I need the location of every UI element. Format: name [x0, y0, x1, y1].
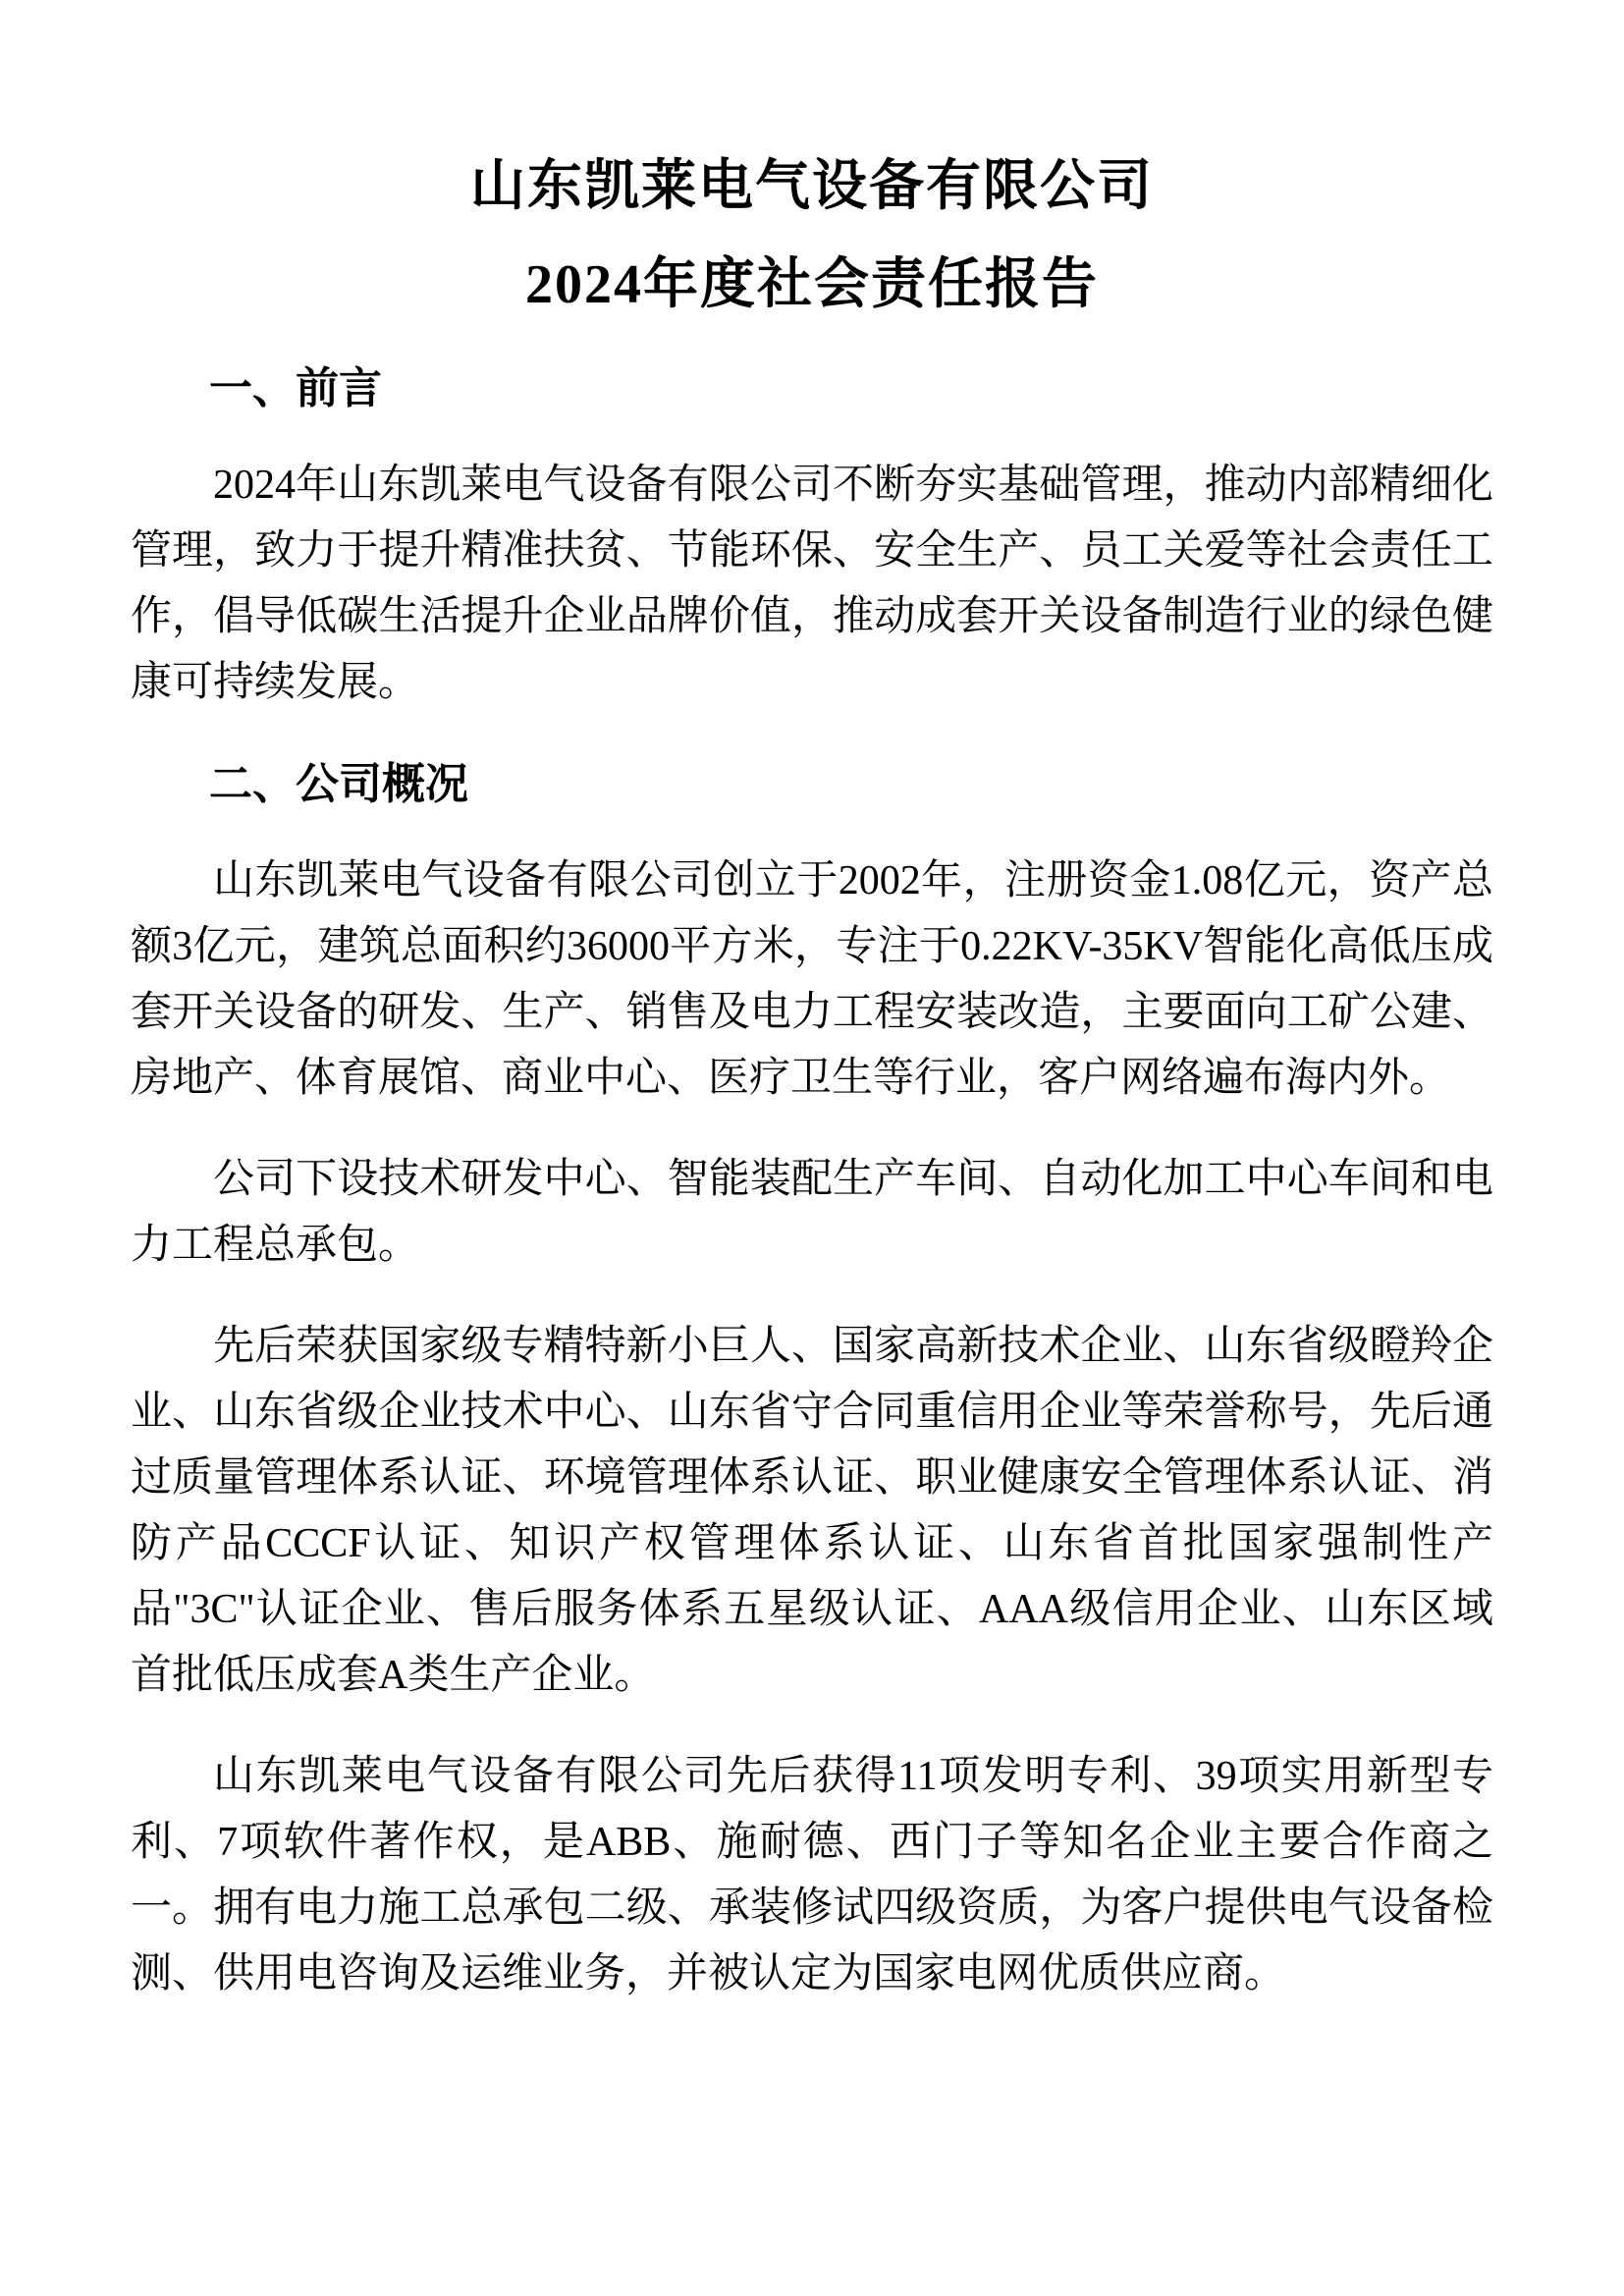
document-title-company: 山东凯莱电气设备有限公司 [470, 156, 1154, 217]
document-title-report: 2024年度社会责任报告 [525, 254, 1099, 315]
paragraph-company-patents: 山东凯莱电气设备有限公司先后获得11项发明专利、39项实用新型专利、7项软件著作权，是ABB、施耐德、西门子等知名企业主要合作商之一。拥有电力施工总承包二级、承装修试四级资质，为客户提供电气设备检测、供用电咨询及运维业务，并被认定为国家电网优质供应商。 [131, 1754, 1493, 1996]
paragraph-company-departments: 公司下设技术研发中心、智能装配生产车间、自动化加工中心车间和电力工程总承包。 [131, 1157, 1493, 1268]
paragraph-company-founding: 山东凯莱电气设备有限公司创立于2002年，注册资金1.08亿元，资产总额3亿元，建筑总面积约36000平方米，专注于0.22KV-35KV智能化高低压成套开关设备的研发、生产、销售及电力工程安装改造，主要面向工矿公建、房地产、体育展馆、商业中心、医疗卫生等行业，客户网络遍布海内外。 [131, 858, 1493, 1101]
section-heading-preface: 一、前言 [209, 364, 382, 412]
section-heading-company-overview: 二、公司概况 [209, 760, 468, 808]
paragraph-preface: 2024年山东凯莱电气设备有限公司不断夯实基础管理，推动内部精细化管理，致力于提升精准扶贫、节能环保、安全生产、员工关爱等社会责任工作，倡导低碳生活提升企业品牌价值，推动成套开关设备制造行业的绿色健康可持续发展。 [131, 463, 1493, 705]
paragraph-company-honors: 先后荣获国家级专精特新小巨人、国家高新技术企业、山东省级瞪羚企业、山东省级企业技术中心、山东省守合同重信用企业等荣誉称号，先后通过质量管理体系认证、环境管理体系认证、职业健康安全管理体系认证、消防产品CCCF认证、知识产权管理体系认证、山东省首批国家强制性产品"3C"认证企业、售后服务体系五星级认证、AAA级信用企业、山东区域首批低压成套A类生产企业。 [131, 1324, 1493, 1698]
